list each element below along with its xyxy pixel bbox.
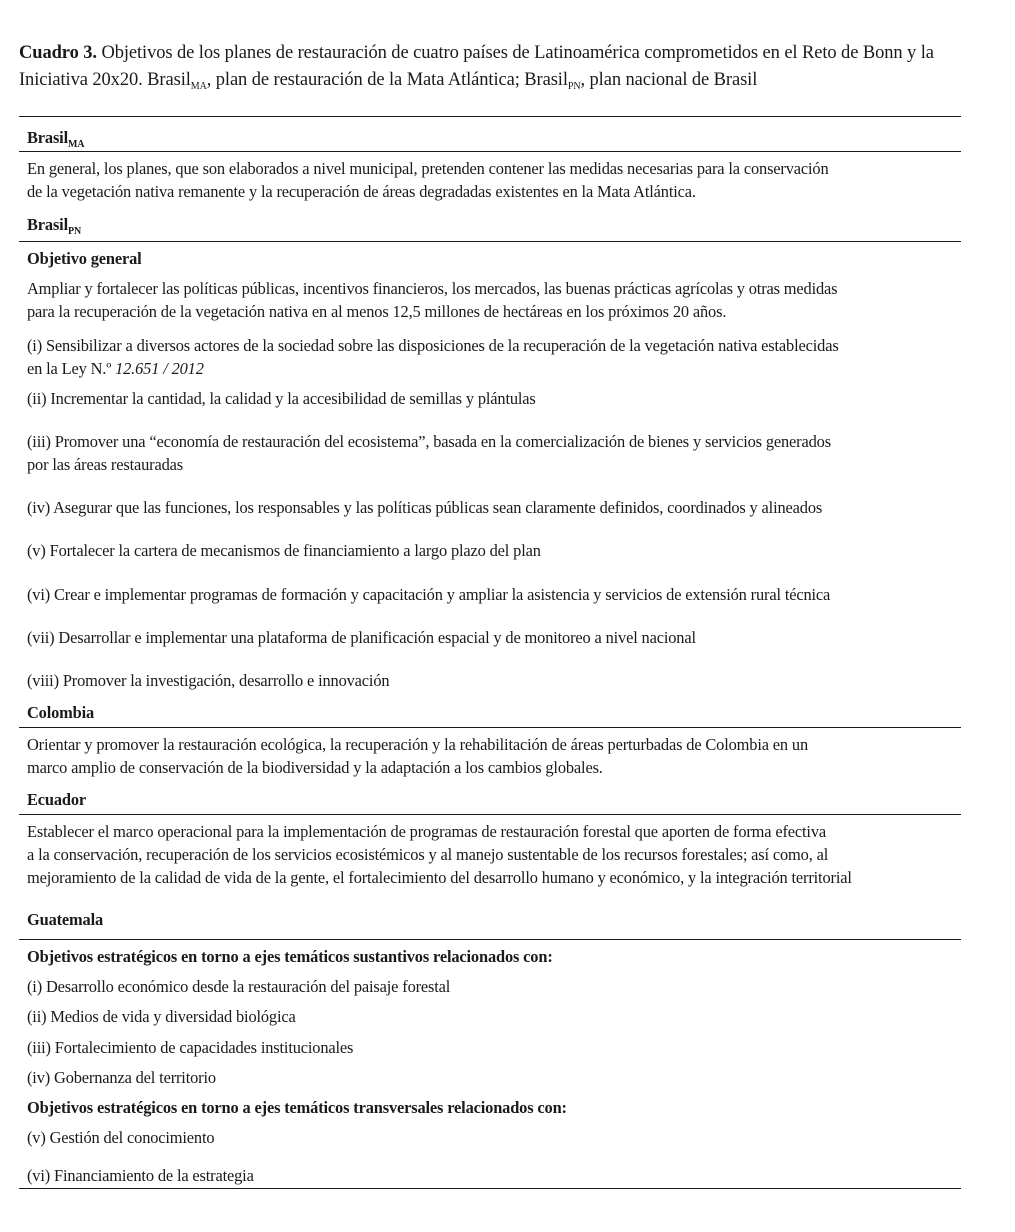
objective-item: (i) Desarrollo económico desde la restauración del paisaje forestal (27, 977, 451, 996)
objetivo-general-text: Ampliar y fortalecer las políticas públicas, incentivos financieros, los mercados, las buenas prácticas agrícolas y otras medidas (27, 279, 838, 298)
objective-item: (ii) Incrementar la cantidad, la calidad y la accesibilidad de semillas y plántulas (27, 389, 536, 408)
ecuador-text: mejoramiento de la calidad de vida de la gente, el fortalecimiento del desarrollo humano y económico, y la integración territorial (27, 868, 852, 887)
objective-item: (i) Sensibilizar a diversos actores de la sociedad sobre las disposiciones de la recuperación de la vegetación nativa establecidas (27, 336, 839, 355)
ecuador-text: Establecer el marco operacional para la implementación de programas de restauración forestal que aporten de forma efectiva (27, 822, 827, 841)
objective-item: (vii) Desarrollar e implementar una plataforma de planificación espacial y de monitoreo a nivel nacional (27, 628, 696, 647)
caption-text: Objetivos de los planes de restauración de cuatro países de Latinoamérica comprometidos en el Reto de Bonn y la Iniciativa 20x20. Brasil (19, 43, 934, 90)
section-heading-brasil-ma: Brasil$_{MA}$ (27, 128, 85, 150)
objetivo-general-text: para la recuperación de la vegetación nativa en al menos 12,5 millones de hectáreas en los próximos 20 años. (27, 302, 727, 321)
objective-item: (v) Gestión del conocimiento (27, 1128, 215, 1147)
colombia-text: marco amplio de conservación de la biodiversidad y la adaptación a los cambios globales. (27, 758, 603, 777)
objective-item: (iii) Fortalecimiento de capacidades institucionales (27, 1038, 354, 1057)
brasil-ma-text: de la vegetación nativa remanente y la recuperación de áreas degradadas existentes en la Mata Atlántica. (27, 182, 696, 201)
section-rule (19, 727, 961, 728)
ecuador-text: a la conservación, recuperación de los servicios ecosistémicos y al manejo sustentable de los recursos forestales; así como, al (27, 845, 829, 864)
colombia-text: Orientar y promover la restauración ecológica, la recuperación y la rehabilitación de áreas perturbadas de Colombia en un (27, 735, 808, 754)
section-rule (19, 814, 961, 815)
objective-item: (viii) Promover la investigación, desarrollo e innovación (27, 671, 390, 690)
objective-item: (iv) Asegurar que las funciones, los responsables y las políticas públicas sean claramente definidos, coordinados y alineados (27, 498, 823, 517)
table-bottom-rule (19, 1188, 961, 1189)
caption-text: , plan nacional de Brasil (580, 70, 758, 90)
section-rule (19, 241, 961, 242)
caption-text: , plan de restauración de la Mata Atlántica; Brasil (206, 70, 568, 90)
caption-subscript: MA (190, 81, 207, 92)
objective-item: (iii) Promover una “economía de restauración del ecosistema”, basada en la comercialización de bienes y servicios generados (27, 432, 831, 451)
caption-subscript: PN (567, 81, 581, 92)
sustantivos-heading: Objetivos estratégicos en torno a ejes temáticos sustantivos relacionados con: (27, 947, 553, 966)
section-heading-colombia: Colombia (27, 703, 95, 722)
law-reference: 12.651 / 2012 (115, 359, 204, 378)
table-top-rule (19, 116, 961, 117)
objective-item: (v) Fortalecer la cartera de mecanismos de financiamiento a largo plazo del plan (27, 541, 541, 560)
brasil-ma-text: En general, los planes, que son elaborados a nivel municipal, pretenden contener las medidas necesarias para la conservación (27, 159, 829, 178)
section-rule (19, 151, 961, 152)
objective-item: (iv) Gobernanza del territorio (27, 1068, 216, 1087)
section-rule (19, 939, 961, 940)
objective-item: (ii) Medios de vida y diversidad biológica (27, 1007, 296, 1026)
objetivo-general-heading: Objetivo general (27, 249, 142, 268)
section-heading-brasil-pn: Brasil$_{PN}$ (27, 215, 82, 237)
transversales-heading: Objetivos estratégicos en torno a ejes temáticos transversales relacionados con: (27, 1098, 567, 1117)
section-heading-ecuador: Ecuador (27, 790, 87, 809)
table-caption (19, 40, 979, 94)
objective-item: (vi) Crear e implementar programas de formación y capacitación y ampliar la asistencia y servicios de extensión rural técnica (27, 585, 831, 604)
caption-label: Cuadro 3. (19, 43, 97, 63)
section-heading-guatemala: Guatemala (27, 910, 104, 929)
objective-item: por las áreas restauradas (27, 455, 183, 474)
objective-item: en la Ley N.º 12.651 / 2012 (27, 359, 204, 378)
objective-item: (vi) Financiamiento de la estrategia (27, 1166, 254, 1185)
